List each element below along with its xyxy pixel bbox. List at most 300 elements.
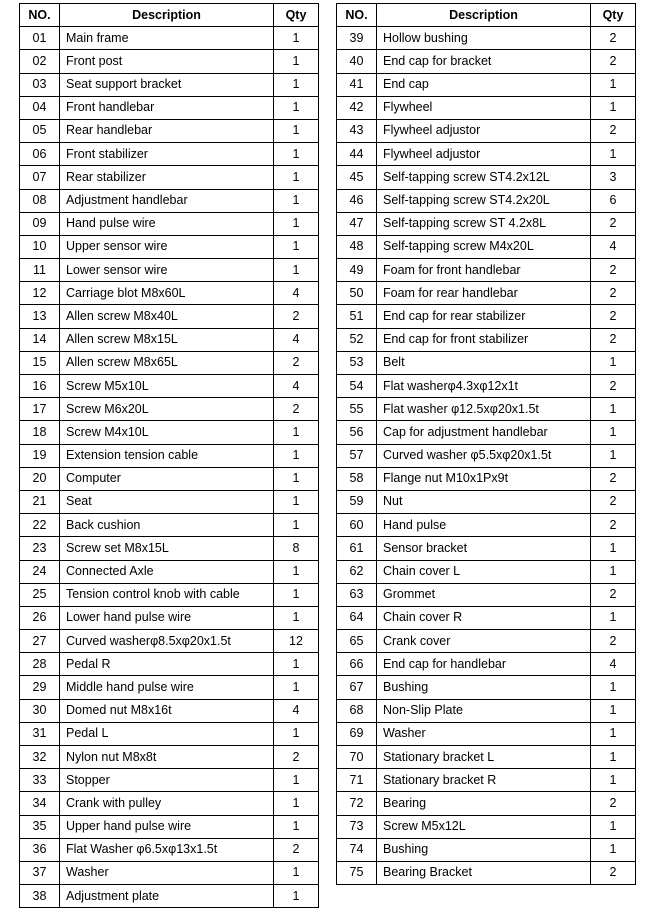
cell-part-qty: 1	[274, 467, 319, 490]
cell-part-qty: 1	[274, 73, 319, 96]
cell-part-number: 11	[20, 259, 60, 282]
cell-part-qty: 1	[274, 166, 319, 189]
cell-part-qty: 1	[591, 73, 636, 96]
cell-part-number: 18	[20, 421, 60, 444]
cell-part-number: 39	[337, 27, 377, 50]
cell-part-number: 67	[337, 676, 377, 699]
cell-part-description: Nut	[377, 490, 591, 513]
cell-part-number: 28	[20, 653, 60, 676]
cell-part-number: 34	[20, 792, 60, 815]
cell-part-qty: 2	[591, 305, 636, 328]
table-row	[20, 305, 319, 328]
cell-part-description: Allen screw M8x40L	[60, 305, 274, 328]
cell-part-description: Stopper	[60, 769, 274, 792]
cell-part-description: End cap for bracket	[377, 50, 591, 73]
cell-part-description: Domed nut M8x16t	[60, 699, 274, 722]
cell-part-qty: 1	[274, 583, 319, 606]
parts-table-left-body	[20, 27, 319, 908]
table-row	[337, 560, 636, 583]
table-row	[20, 119, 319, 142]
cell-part-description: Hand pulse wire	[60, 212, 274, 235]
cell-part-description: Curved washer φ5.5xφ20x1.5t	[377, 444, 591, 467]
cell-part-number: 44	[337, 143, 377, 166]
cell-part-number: 04	[20, 96, 60, 119]
cell-part-qty: 1	[591, 560, 636, 583]
cell-part-description: Rear handlebar	[60, 119, 274, 142]
table-row	[20, 514, 319, 537]
cell-part-description: Curved washerφ8.5xφ20x1.5t	[60, 630, 274, 653]
column-header-no: NO.	[20, 4, 60, 27]
cell-part-number: 65	[337, 630, 377, 653]
cell-part-number: 26	[20, 606, 60, 629]
cell-part-description: Washer	[377, 722, 591, 745]
cell-part-qty: 1	[591, 746, 636, 769]
cell-part-number: 09	[20, 212, 60, 235]
cell-part-qty: 2	[591, 375, 636, 398]
cell-part-number: 02	[20, 50, 60, 73]
cell-part-number: 70	[337, 746, 377, 769]
table-row	[20, 375, 319, 398]
table-row	[337, 351, 636, 374]
cell-part-qty: 2	[591, 490, 636, 513]
cell-part-qty: 2	[591, 282, 636, 305]
cell-part-number: 40	[337, 50, 377, 73]
table-row	[20, 259, 319, 282]
cell-part-qty: 1	[274, 259, 319, 282]
cell-part-qty: 2	[591, 630, 636, 653]
cell-part-number: 58	[337, 467, 377, 490]
cell-part-number: 37	[20, 861, 60, 884]
cell-part-description: Allen screw M8x65L	[60, 351, 274, 374]
table-row	[20, 676, 319, 699]
cell-part-description: Self-tapping screw M4x20L	[377, 235, 591, 258]
cell-part-description: Self-tapping screw ST 4.2x8L	[377, 212, 591, 235]
cell-part-number: 31	[20, 722, 60, 745]
cell-part-description: Bushing	[377, 676, 591, 699]
cell-part-qty: 1	[274, 421, 319, 444]
cell-part-number: 41	[337, 73, 377, 96]
cell-part-qty: 2	[274, 351, 319, 374]
cell-part-description: Flywheel adjustor	[377, 143, 591, 166]
cell-part-description: Tension control knob with cable	[60, 583, 274, 606]
table-row	[337, 50, 636, 73]
cell-part-number: 49	[337, 259, 377, 282]
table-row	[20, 583, 319, 606]
table-row	[20, 212, 319, 235]
cell-part-number: 66	[337, 653, 377, 676]
table-header-row	[20, 4, 319, 27]
cell-part-description: Middle hand pulse wire	[60, 676, 274, 699]
cell-part-number: 57	[337, 444, 377, 467]
cell-part-description: Rear stabilizer	[60, 166, 274, 189]
cell-part-qty: 4	[274, 282, 319, 305]
table-row	[337, 421, 636, 444]
cell-part-qty: 2	[591, 514, 636, 537]
cell-part-description: Pedal R	[60, 653, 274, 676]
cell-part-number: 10	[20, 235, 60, 258]
cell-part-qty: 1	[591, 606, 636, 629]
table-row	[337, 467, 636, 490]
cell-part-description: Extension tension cable	[60, 444, 274, 467]
cell-part-qty: 1	[591, 421, 636, 444]
cell-part-qty: 1	[274, 27, 319, 50]
cell-part-number: 30	[20, 699, 60, 722]
cell-part-description: Stationary bracket L	[377, 746, 591, 769]
cell-part-qty: 1	[591, 537, 636, 560]
cell-part-qty: 4	[274, 328, 319, 351]
table-row	[337, 653, 636, 676]
parts-table-right	[336, 3, 636, 885]
cell-part-qty: 4	[591, 235, 636, 258]
table-row	[337, 537, 636, 560]
table-row	[337, 815, 636, 838]
cell-part-qty: 1	[274, 444, 319, 467]
cell-part-qty: 1	[274, 722, 319, 745]
table-row	[20, 606, 319, 629]
cell-part-description: Allen screw M8x15L	[60, 328, 274, 351]
cell-part-description: Non-Slip Plate	[377, 699, 591, 722]
column-header-qty: Qty	[274, 4, 319, 27]
cell-part-number: 01	[20, 27, 60, 50]
table-row	[337, 514, 636, 537]
cell-part-qty: 6	[591, 189, 636, 212]
cell-part-qty: 1	[274, 676, 319, 699]
cell-part-number: 54	[337, 375, 377, 398]
cell-part-description: Front stabilizer	[60, 143, 274, 166]
cell-part-description: Screw M5x12L	[377, 815, 591, 838]
cell-part-description: End cap for rear stabilizer	[377, 305, 591, 328]
cell-part-description: Upper sensor wire	[60, 235, 274, 258]
table-row	[20, 96, 319, 119]
table-row	[337, 676, 636, 699]
cell-part-qty: 2	[591, 467, 636, 490]
cell-part-description: Chain cover R	[377, 606, 591, 629]
cell-part-number: 50	[337, 282, 377, 305]
table-row	[20, 699, 319, 722]
table-row	[337, 189, 636, 212]
table-row	[337, 305, 636, 328]
cell-part-qty: 1	[591, 838, 636, 861]
cell-part-number: 71	[337, 769, 377, 792]
table-row	[20, 861, 319, 884]
cell-part-number: 19	[20, 444, 60, 467]
cell-part-qty: 2	[591, 583, 636, 606]
table-row	[20, 769, 319, 792]
cell-part-number: 53	[337, 351, 377, 374]
cell-part-number: 20	[20, 467, 60, 490]
cell-part-number: 14	[20, 328, 60, 351]
column-header-description: Description	[377, 4, 591, 27]
parts-table-left	[19, 3, 319, 908]
table-row	[20, 815, 319, 838]
cell-part-number: 27	[20, 630, 60, 653]
cell-part-number: 75	[337, 861, 377, 884]
cell-part-number: 56	[337, 421, 377, 444]
column-header-qty: Qty	[591, 4, 636, 27]
cell-part-number: 06	[20, 143, 60, 166]
cell-part-qty: 1	[274, 235, 319, 258]
table-header-row	[337, 4, 636, 27]
cell-part-description: Self-tapping screw ST4.2x12L	[377, 166, 591, 189]
cell-part-description: End cap	[377, 73, 591, 96]
table-row	[337, 27, 636, 50]
cell-part-number: 47	[337, 212, 377, 235]
cell-part-description: Upper hand pulse wire	[60, 815, 274, 838]
cell-part-qty: 2	[274, 746, 319, 769]
table-row	[337, 746, 636, 769]
cell-part-number: 63	[337, 583, 377, 606]
table-row	[337, 769, 636, 792]
cell-part-number: 25	[20, 583, 60, 606]
cell-part-number: 23	[20, 537, 60, 560]
table-row	[20, 398, 319, 421]
cell-part-qty: 1	[274, 189, 319, 212]
cell-part-number: 13	[20, 305, 60, 328]
cell-part-number: 32	[20, 746, 60, 769]
table-row	[20, 166, 319, 189]
cell-part-description: Crank with pulley	[60, 792, 274, 815]
cell-part-qty: 2	[591, 792, 636, 815]
cell-part-qty: 1	[591, 351, 636, 374]
cell-part-description: Computer	[60, 467, 274, 490]
table-row	[337, 490, 636, 513]
table-row	[337, 328, 636, 351]
cell-part-description: Flywheel	[377, 96, 591, 119]
cell-part-number: 46	[337, 189, 377, 212]
cell-part-number: 21	[20, 490, 60, 513]
cell-part-description: Flange nut M10x1Px9t	[377, 467, 591, 490]
cell-part-number: 05	[20, 119, 60, 142]
table-row	[20, 27, 319, 50]
table-row	[20, 537, 319, 560]
table-row	[337, 143, 636, 166]
table-row	[20, 351, 319, 374]
cell-part-number: 48	[337, 235, 377, 258]
cell-part-qty: 3	[591, 166, 636, 189]
table-row	[337, 259, 636, 282]
table-row	[20, 630, 319, 653]
cell-part-number: 73	[337, 815, 377, 838]
cell-part-number: 62	[337, 560, 377, 583]
cell-part-qty: 2	[591, 259, 636, 282]
cell-part-number: 74	[337, 838, 377, 861]
table-row	[20, 838, 319, 861]
cell-part-description: Bearing Bracket	[377, 861, 591, 884]
cell-part-description: Hand pulse	[377, 514, 591, 537]
cell-part-description: Lower hand pulse wire	[60, 606, 274, 629]
cell-part-number: 61	[337, 537, 377, 560]
cell-part-qty: 2	[591, 50, 636, 73]
cell-part-qty: 12	[274, 630, 319, 653]
cell-part-qty: 4	[274, 699, 319, 722]
table-row	[337, 96, 636, 119]
cell-part-number: 72	[337, 792, 377, 815]
cell-part-qty: 1	[591, 444, 636, 467]
cell-part-description: Belt	[377, 351, 591, 374]
cell-part-qty: 1	[274, 514, 319, 537]
cell-part-number: 38	[20, 885, 60, 908]
cell-part-number: 68	[337, 699, 377, 722]
cell-part-description: Grommet	[377, 583, 591, 606]
cell-part-qty: 2	[591, 27, 636, 50]
cell-part-qty: 1	[274, 96, 319, 119]
table-row	[337, 606, 636, 629]
cell-part-description: Seat	[60, 490, 274, 513]
cell-part-number: 55	[337, 398, 377, 421]
cell-part-description: Nylon nut M8x8t	[60, 746, 274, 769]
cell-part-number: 15	[20, 351, 60, 374]
cell-part-description: End cap for front stabilizer	[377, 328, 591, 351]
cell-part-qty: 1	[274, 606, 319, 629]
cell-part-qty: 2	[591, 861, 636, 884]
cell-part-description: Front handlebar	[60, 96, 274, 119]
cell-part-qty: 1	[591, 815, 636, 838]
cell-part-description: Self-tapping screw ST4.2x20L	[377, 189, 591, 212]
cell-part-qty: 1	[274, 653, 319, 676]
cell-part-qty: 8	[274, 537, 319, 560]
cell-part-description: Adjustment handlebar	[60, 189, 274, 212]
column-header-description: Description	[60, 4, 274, 27]
cell-part-qty: 1	[274, 885, 319, 908]
table-row	[20, 444, 319, 467]
table-row	[337, 235, 636, 258]
cell-part-number: 60	[337, 514, 377, 537]
cell-part-qty: 1	[274, 212, 319, 235]
table-row	[20, 189, 319, 212]
parts-table-right-body	[337, 27, 636, 885]
cell-part-number: 22	[20, 514, 60, 537]
cell-part-qty: 1	[274, 490, 319, 513]
table-row	[20, 143, 319, 166]
cell-part-number: 16	[20, 375, 60, 398]
table-row	[337, 699, 636, 722]
cell-part-description: Washer	[60, 861, 274, 884]
cell-part-description: Back cushion	[60, 514, 274, 537]
cell-part-qty: 1	[591, 96, 636, 119]
cell-part-number: 52	[337, 328, 377, 351]
cell-part-qty: 2	[591, 328, 636, 351]
table-row	[337, 861, 636, 884]
table-row	[337, 282, 636, 305]
cell-part-number: 69	[337, 722, 377, 745]
cell-part-number: 36	[20, 838, 60, 861]
table-row	[337, 166, 636, 189]
cell-part-description: Flywheel adjustor	[377, 119, 591, 142]
cell-part-qty: 1	[591, 769, 636, 792]
cell-part-description: Main frame	[60, 27, 274, 50]
table-row	[337, 119, 636, 142]
cell-part-description: Stationary bracket R	[377, 769, 591, 792]
cell-part-description: Front post	[60, 50, 274, 73]
table-row	[20, 746, 319, 769]
cell-part-number: 42	[337, 96, 377, 119]
cell-part-description: Seat support bracket	[60, 73, 274, 96]
table-row	[20, 722, 319, 745]
cell-part-description: Sensor bracket	[377, 537, 591, 560]
cell-part-description: Carriage blot M8x60L	[60, 282, 274, 305]
table-row	[337, 444, 636, 467]
cell-part-description: Foam for front handlebar	[377, 259, 591, 282]
table-row	[20, 560, 319, 583]
table-row	[337, 630, 636, 653]
cell-part-qty: 1	[274, 792, 319, 815]
cell-part-qty: 2	[274, 838, 319, 861]
cell-part-description: Hollow bushing	[377, 27, 591, 50]
cell-part-description: Flat washerφ4.3xφ12x1t	[377, 375, 591, 398]
table-row	[20, 885, 319, 908]
cell-part-qty: 1	[591, 699, 636, 722]
cell-part-qty: 1	[274, 861, 319, 884]
table-row	[20, 792, 319, 815]
table-row	[337, 73, 636, 96]
table-row	[337, 838, 636, 861]
cell-part-qty: 2	[591, 119, 636, 142]
cell-part-qty: 1	[591, 676, 636, 699]
table-row	[20, 73, 319, 96]
cell-part-qty: 1	[591, 722, 636, 745]
table-row	[20, 421, 319, 444]
table-row	[337, 375, 636, 398]
cell-part-qty: 1	[274, 143, 319, 166]
cell-part-description: Foam for rear handlebar	[377, 282, 591, 305]
cell-part-description: Bushing	[377, 838, 591, 861]
cell-part-description: Screw M5x10L	[60, 375, 274, 398]
cell-part-qty: 1	[274, 119, 319, 142]
cell-part-number: 24	[20, 560, 60, 583]
cell-part-qty: 4	[591, 653, 636, 676]
table-row	[337, 792, 636, 815]
table-row	[20, 282, 319, 305]
cell-part-qty: 1	[274, 560, 319, 583]
cell-part-number: 43	[337, 119, 377, 142]
cell-part-number: 08	[20, 189, 60, 212]
cell-part-qty: 2	[591, 212, 636, 235]
cell-part-qty: 1	[591, 398, 636, 421]
cell-part-number: 03	[20, 73, 60, 96]
cell-part-qty: 1	[274, 50, 319, 73]
table-row	[337, 722, 636, 745]
cell-part-description: Screw set M8x15L	[60, 537, 274, 560]
table-row	[20, 328, 319, 351]
cell-part-description: Chain cover L	[377, 560, 591, 583]
cell-part-description: Connected Axle	[60, 560, 274, 583]
cell-part-description: Screw M6x20L	[60, 398, 274, 421]
table-row	[20, 50, 319, 73]
cell-part-number: 33	[20, 769, 60, 792]
table-row	[20, 653, 319, 676]
cell-part-number: 07	[20, 166, 60, 189]
cell-part-description: Lower sensor wire	[60, 259, 274, 282]
cell-part-number: 51	[337, 305, 377, 328]
cell-part-description: Pedal L	[60, 722, 274, 745]
cell-part-number: 17	[20, 398, 60, 421]
cell-part-qty: 2	[274, 305, 319, 328]
table-row	[337, 212, 636, 235]
cell-part-number: 64	[337, 606, 377, 629]
cell-part-qty: 1	[591, 143, 636, 166]
cell-part-number: 35	[20, 815, 60, 838]
cell-part-description: Flat Washer φ6.5xφ13x1.5t	[60, 838, 274, 861]
cell-part-number: 59	[337, 490, 377, 513]
cell-part-description: End cap for handlebar	[377, 653, 591, 676]
table-row	[337, 583, 636, 606]
table-row	[20, 467, 319, 490]
cell-part-number: 12	[20, 282, 60, 305]
table-row	[20, 235, 319, 258]
cell-part-qty: 2	[274, 398, 319, 421]
cell-part-qty: 4	[274, 375, 319, 398]
table-row	[20, 490, 319, 513]
